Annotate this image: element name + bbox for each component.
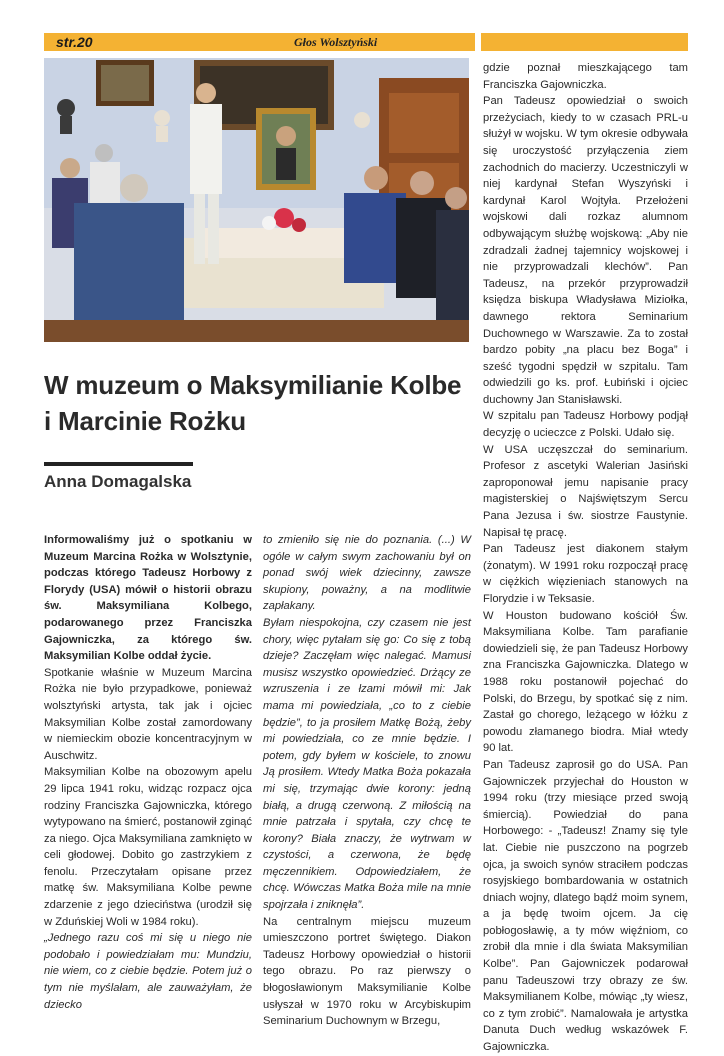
paragraph: Pan Tadeusz opowiedział o swoich przeżyciach, kiedy to w czasach PRL-u służył w wojsku. W tym okresie odbywała się uroczystość przyłączenia ziem zachodnich do macierzy. Uczestniczyli w niej kardynał Stefan Wyszyński i kardynał Karol Wojtyła. Przełożeni wojskowi dali rozkaz alumnom odbywającym służbę wojskową: „Aby nie zdradzali żadnej tajemnicy wojskowej i nie przyprowadzali klechów”. Pan Tadeusz, na przekór przyprowadził księdza biskupa Władysława Miziołka, dawnego rektora Seminarium Duchownego w Warszawie. Za to został bardzo pobity „na placu bez Boga” i sześć tygodni spędził w szpitalu. Tam odwiedzili go ks. prof. Łubiński i ojciec duchowny Jan Stanisławski. [483,95,688,406]
quote-paragraph: to zmieniło się nie do poznania. (...) W ogóle w całym swym zachowaniu był on ponad swój wiek dziecinny, zawsze skupiony, poważny, a na modlitwie zapłakany. [263,534,471,613]
article-title: W muzeum o Maksymilianie Kolbe i Marcinie Rożku [44,370,462,436]
page-header-bar-right [481,33,688,51]
byline-rule [44,462,193,466]
paragraph: W Houston budowano kościół Św. Maksymiliana Kolbe. Tam parafianie dowiedzieli się, że pan Tadeusz Horbowy zna Franciszka Gajowniczka. Dlatego w 1988 roku postanowił pojechać do Polski, do Brzegu, by spotkać się z nim. Zastał go chorego, leżącego w łóżku z powodu złamanego biodra. Miał wtedy 90 lat. [483,609,688,755]
text-column-3 [483,60,688,1056]
paragraph: Pan Tadeusz jest diakonem stałym (żonatym). W 1991 roku rozpoczął pracę w ciężkich więzieniach stanowych na Florydzie i w Teksasie. [483,543,688,605]
paragraph: Pan Tadeusz zaprosił go do USA. Pan Gajowniczek przyjechał do Houston w 1994 roku (trzy miesiące przed swoją śmiercią). Powiedział do pana Horbowego: - „Tadeusz! Znamy się tyle lat. Ciebie nie puszczono na pogrzeb ojca, ja swoich synów straciłem podczas rosyjskiego bombardowania w ostatnich dniach wojny, dlatego bądź moim synem, a ja będę twoim ojcem. Ja cię pobłogosławię, a ty mów więźniom, co zrobił dla mnie i dla świata Maksymilian Kolbe”. Pan Gajowniczek podarował panu Tadeuszowi trzy obrazy ze św. Maksymilianem Kolbe, mówiąc „ty wiesz, co z tym zrobić”. Namalowała je artystka Danuta Duch według wskazówek F. Gajowniczka. [483,758,688,1054]
paragraph: W szpitalu pan Tadeusz Horbowy podjął decyzję o ucieczce z Polski. Udało się. [483,410,688,440]
paragraph: Na centralnym miejscu muzeum umieszczono portret świętego. Diakon Tadeusz Horbowy opowiedział o historii tego obrazu. Po raz pierwszy o błogosławionym Maksymilianie Kolbe usłyszał w 1970 roku w Arcybiskupim Seminarium Duchownym w Brzegu, [263,915,471,1028]
publication-name: Głos Wolsztyński [294,35,378,49]
quote-paragraph: Byłam niespokojna, czy czasem nie jest chory, więc pytałam się go: Co się z tobą dzieje? Zaczęłam więc nalegać. Mamusi musisz wszystko opowiedzieć. Drżący ze wzruszenia i ze łzami mówił mi: Jak mama mi powiedziała, „co to z ciebie będzie”, to ja prosiłem Matkę Bożą, żeby mi powiedziała, co ze mnie będzie. I potem, gdy byłem w kościele, to znowu Ją prosiłem. Wtedy Matka Boża pokazała mi się, trzymając dwie korony: jedną białą, a drugą czerwoną. Z miłością na mnie patrzała i spytała, czy chcę te korony? Biała znaczy, że wytrwam w czystości, a czerwona, że będę męczennikiem. Odpowiedziałem, że chcę. Wówczas Matka Boża mile na mnie spojrzała i zniknęła”. [263,616,471,912]
quote-paragraph: „Jednego razu coś mi się u niego nie podobało i powiedziałam mu: Mundziu, nie wiem, co z ciebie będzie. Potem już o tym nie myślałam, ale zauważyłam, że dziecko [44,932,252,1011]
paragraph: Maksymilian Kolbe na obozowym apelu 29 lipca 1941 roku, widząc rozpacz ojca rodziny Franciszka Gajowniczka, którego wytypowano na śmierć, postanowił zginąć za niego. Ojca Maksymiliana zamknięto w celi głodowej. Dobito go zastrzykiem z fenolu. Przeczytałam opisane przez matkę św. Maksymiliana Kolbe pewne zdarzenie z jego dzieciństwa (urodził się w Zduńskiej Woli w 1984 roku). [44,766,252,928]
lead-paragraph: Informowaliśmy już o spotkaniu w Muzeum Marcina Rożka w Wolsztynie, podczas którego Tadeusz Horbowy z Florydy (USA) mówił o historii obrazu św. Maksymiliana Kolbego, podarowanego przez Franciszka Gajowniczka, za którego św. Maksymilian Kolbe oddał życie. [44,534,252,663]
article-photo [44,58,469,342]
paragraph: gdzie poznał mieszkającego tam Franciszka Gajowniczka. [483,62,688,91]
text-column-2 [263,532,471,1030]
page-number: str.20 [56,34,93,50]
text-column-1 [44,532,252,1013]
paragraph: W USA uczęszczał do seminarium. Profesor z ascetyki Walerian Jasiński zaproponował jemu napisanie pracy magisterskiej o Najświętszym Sercu Pana Jezusa i św. siostrze Faustynie. Napisał tę pracę. [483,443,688,539]
paragraph: Spotkanie właśnie w Muzeum Marcina Rożka nie było przypadkowe, ponieważ wolsztyński artysta, tak jak i ojciec Maksymilian Kolbe został zamordowany w niemieckim obozie koncentracyjnym w Auschwitz. [44,666,252,762]
article-author: Anna Domagalska [44,472,192,491]
page-header-bar [44,33,475,51]
